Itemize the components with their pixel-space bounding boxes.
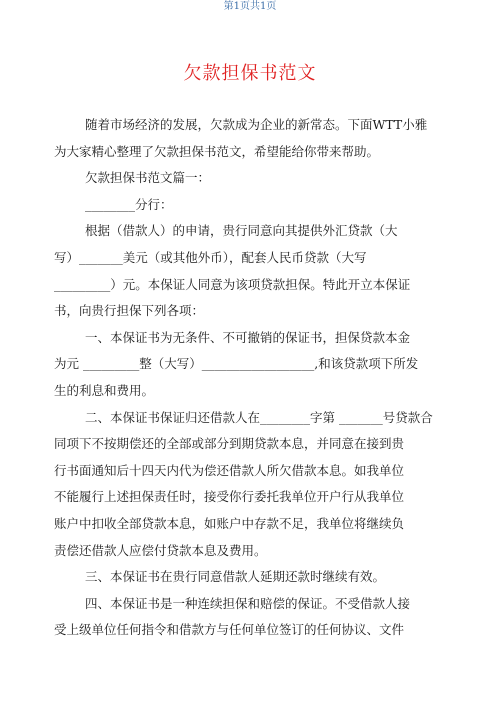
text-line: ________分行： (85, 196, 173, 212)
page-number-header: 第1页共1页 (223, 1, 277, 12)
text-line: 行书面通知后十四天内代为偿还借款人所欠借款本息。如我单位 (54, 462, 405, 478)
text-line: 受上级单位任何指令和借款方与任何单位签订的任何协议、文件 (54, 622, 405, 638)
text-line: _________）元。本保证人同意为该项贷款担保。特此开立本保证 (54, 276, 411, 292)
text-line: 欠款担保书范文篇一： (85, 170, 211, 186)
text-line: 书，向贵行担保下列各项： (54, 303, 205, 319)
text-line: 写）_______美元（或其他外币），配套人民币贷款（大写 (54, 249, 367, 265)
document-body (54, 112, 454, 644)
text-line: 随着市场经济的发展，欠款成为企业的新常态。下面WTT小雅 (85, 117, 428, 132)
text-line: 根据（借款人）的申请，贵行同意向其提供外汇贷款（大 (85, 223, 398, 239)
text-line: 三、本保证书在贵行同意借款人延期还款时继续有效。 (85, 569, 386, 585)
text-line: 一、本保证书为无条件、不可撤销的保证书，担保贷款本金 (85, 329, 411, 345)
text-line: 同项下不按期偿还的全部或部分到期贷款本息，并同意在接到贵 (54, 436, 405, 452)
text-line: 不能履行上述担保责任时，接受你行委托我单位开户行从我单位 (54, 489, 405, 505)
text-line: 为大家精心整理了欠款担保书范文，希望能给你带来帮助。 (54, 143, 380, 159)
text-line: 为元 _________整（大写）__________________,和该贷款项下所发 (54, 356, 419, 372)
document-title: 欠款担保书范文 (183, 63, 317, 84)
text-line: 账户中扣收全部贷款本息，如账户中存款不足，我单位将继续负 (54, 515, 405, 531)
text-line: 二、本保证书保证归还借款人在________字第 _______号贷款合 (85, 409, 433, 425)
text-line: 生的利息和费用。 (54, 382, 155, 398)
text-line: 责偿还借款人应偿付贷款本息及费用。 (54, 542, 267, 558)
text-line: 四、本保证书是一种连续担保和赔偿的保证。不受借款人接 (85, 595, 411, 611)
